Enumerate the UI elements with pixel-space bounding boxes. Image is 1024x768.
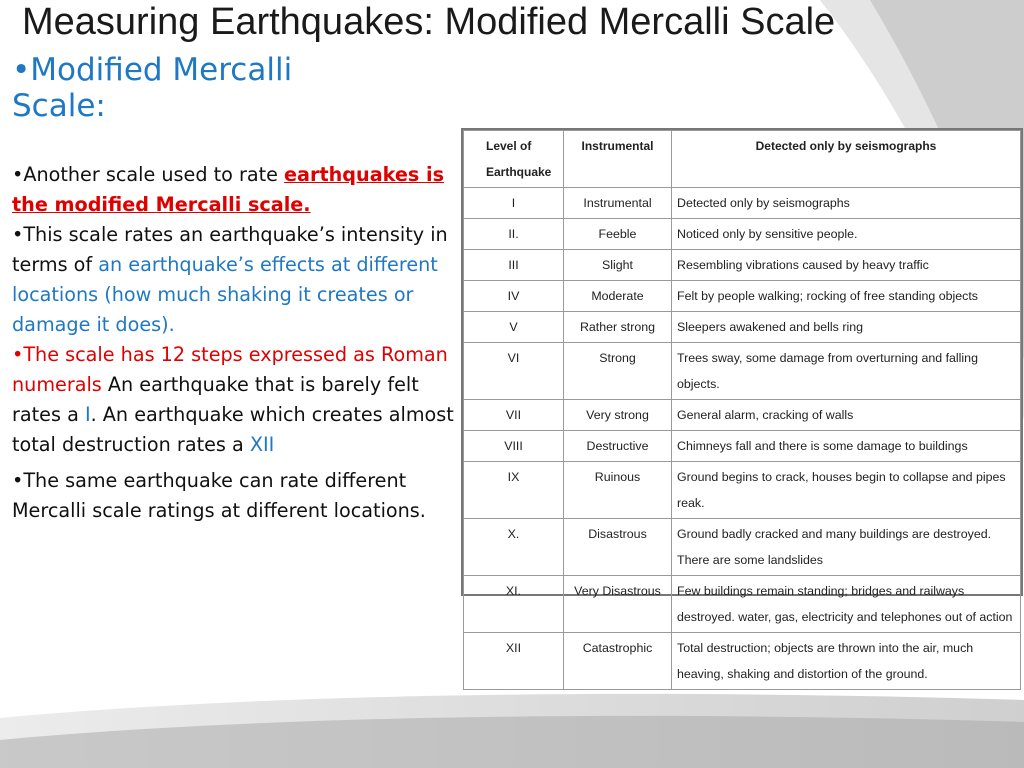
cell-level: VIII	[464, 431, 564, 462]
table-row	[464, 219, 1021, 250]
cell-effect: Sleepers awakened and bells ring	[672, 312, 1021, 343]
cell-effect: Ground badly cracked and many buildings are destroyed. There are some landslides	[672, 519, 1021, 576]
mercalli-table	[461, 128, 1023, 681]
cell-name: Ruinous	[564, 462, 672, 519]
table-row	[464, 576, 1021, 633]
cell-level: IX	[464, 462, 564, 519]
cell-name: Instrumental	[564, 188, 672, 219]
bullet: •	[12, 163, 24, 186]
cell-name: Catastrophic	[564, 633, 672, 690]
level-twelve: XII	[249, 433, 275, 456]
text: Another scale used to rate	[23, 163, 285, 186]
cell-effect: Felt by people walking; rocking of free standing objects	[672, 281, 1021, 312]
text: The same earthquake can rate different Mercalli scale ratings at different locations.	[12, 469, 426, 522]
cell-effect: General alarm, cracking of walls	[672, 400, 1021, 431]
table-row	[464, 519, 1021, 576]
cell-name: Strong	[564, 343, 672, 400]
cell-level: XII	[464, 633, 564, 690]
cell-effect: Trees sway, some damage from overturning and falling objects.	[672, 343, 1021, 400]
text: . An earthquake which creates almost total destruction rates a	[12, 403, 454, 456]
text: An earthquake that is barely felt rates a	[12, 373, 419, 426]
emphasis-red: The scale has 12 steps expressed as Roman numerals	[12, 343, 448, 396]
cell-effect: Total destruction; objects are thrown into the air, much heaving, shaking and distortion of the ground.	[672, 633, 1021, 690]
cell-name: Very strong	[564, 400, 672, 431]
header-effects: Detected only by seismographs	[672, 131, 1021, 188]
table-row	[464, 431, 1021, 462]
paragraph-intensity	[12, 220, 458, 340]
body-text	[12, 160, 458, 526]
table-row	[464, 462, 1021, 519]
table-row	[464, 400, 1021, 431]
table-row	[464, 188, 1021, 219]
bullet: •	[12, 469, 24, 492]
cell-effect: Chimneys fall and there is some damage to buildings	[672, 431, 1021, 462]
cell-level: X.	[464, 519, 564, 576]
cell-name: Destructive	[564, 431, 672, 462]
cell-name: Rather strong	[564, 312, 672, 343]
bullet: •	[12, 343, 24, 366]
level-one: I	[84, 403, 91, 426]
header-level: Level of Earthquake	[464, 131, 564, 188]
header-instrumental: Instrumental	[564, 131, 672, 188]
paragraph-another-scale	[12, 160, 458, 220]
cell-name: Disastrous	[564, 519, 672, 576]
cell-name: Very Disastrous	[564, 576, 672, 633]
table-row	[464, 633, 1021, 690]
table-row	[464, 250, 1021, 281]
cell-level: IV	[464, 281, 564, 312]
cell-effect: Noticed only by sensitive people.	[672, 219, 1021, 250]
cell-name: Feeble	[564, 219, 672, 250]
paragraph-same-earthquake	[12, 466, 458, 526]
cell-level: I	[464, 188, 564, 219]
cell-level: III	[464, 250, 564, 281]
emphasis-red: earthquakes is the modified Mercalli scale.	[12, 163, 445, 216]
cell-effect: Ground begins to crack, houses begin to collapse and pipes reak.	[672, 462, 1021, 519]
table-row	[464, 343, 1021, 400]
emphasis-blue: an earthquake’s effects at different locations (how much shaking it creates or damage it does).	[12, 253, 438, 336]
cell-effect: Few buildings remain standing; bridges and railways destroyed. water, gas, electricity and telephones out of action	[672, 576, 1021, 633]
cell-level: XI.	[464, 576, 564, 633]
paragraph-twelve-steps	[12, 340, 458, 460]
cell-name: Slight	[564, 250, 672, 281]
cell-level: VII	[464, 400, 564, 431]
cell-effect: Resembling vibrations caused by heavy traffic	[672, 250, 1021, 281]
slide-title: Measuring Earthquakes: Modified Mercalli Scale	[22, 1, 836, 43]
table-row	[464, 312, 1021, 343]
table-header-row	[464, 131, 1021, 188]
section-heading: •Modified Mercalli Scale:	[12, 52, 293, 124]
text: This scale rates an earthquake’s intensity in terms of	[12, 223, 448, 276]
bullet: •	[12, 223, 24, 246]
cell-level: II.	[464, 219, 564, 250]
cell-level: VI	[464, 343, 564, 400]
cell-level: V	[464, 312, 564, 343]
table-row	[464, 281, 1021, 312]
cell-name: Moderate	[564, 281, 672, 312]
cell-effect: Detected only by seismographs	[672, 188, 1021, 219]
